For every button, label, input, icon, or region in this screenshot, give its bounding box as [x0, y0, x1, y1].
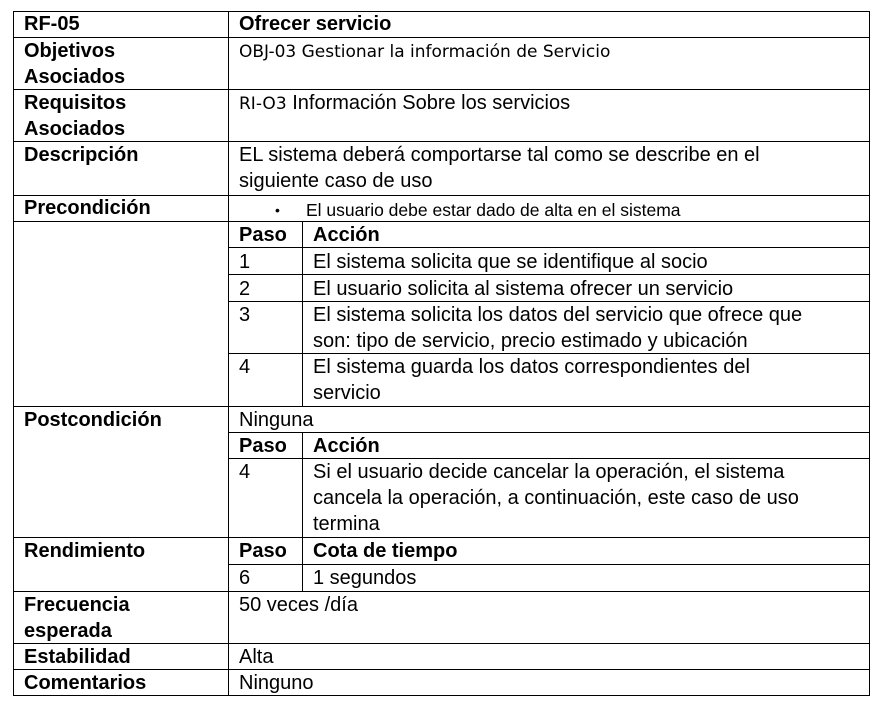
- border-top: [13, 11, 870, 12]
- step-action: El sistema solicita los datos del servicio que ofrece que: [313, 304, 803, 326]
- step-number: 4: [239, 356, 251, 378]
- requisitos-text: Información Sobre los servicios: [292, 92, 571, 114]
- subtable-col-divider: [302, 538, 303, 591]
- rendimiento-paso: 6: [239, 567, 251, 589]
- main-flow-header-accion: Acción: [313, 224, 380, 246]
- bullet-icon: •: [275, 202, 280, 218]
- exception-header-paso: Paso: [239, 435, 287, 457]
- step-action: El sistema guarda los datos correspondientes del: [313, 356, 750, 378]
- postcondicion-label: Postcondición: [24, 409, 162, 431]
- step-action: son: tipo de servicio, precio estimado y ubicación: [313, 330, 748, 352]
- rendimiento-header-paso: Paso: [239, 540, 287, 562]
- subtable-col-divider: [302, 222, 303, 406]
- requisitos-label: Requisitos: [24, 92, 127, 114]
- postcondicion-value: Ninguna: [239, 409, 314, 431]
- precondicion-item: El usuario debe estar dado de alta en el sistema: [306, 200, 681, 220]
- main-flow-header-paso: Paso: [239, 224, 287, 246]
- requirement-id: RF-05: [24, 13, 80, 35]
- step-action: El usuario solicita al sistema ofrecer un servicio: [313, 278, 734, 300]
- subtable-col-divider: [302, 433, 303, 537]
- rendimiento-header-cota: Cota de tiempo: [313, 540, 458, 562]
- step-number: 1: [239, 251, 251, 273]
- precondicion-label: Precondición: [24, 197, 151, 219]
- requirement-title: Ofrecer servicio: [239, 13, 392, 35]
- objetivos-value: OBJ-03 Gestionar la información de Servicio: [239, 42, 611, 62]
- descripcion-line: siguiente caso de uso: [239, 170, 433, 192]
- frecuencia-label: esperada: [24, 620, 112, 642]
- descripcion-label: Descripción: [24, 144, 139, 166]
- estabilidad-label: Estabilidad: [24, 646, 131, 668]
- estabilidad-value: Alta: [239, 646, 274, 668]
- exception-header-accion: Acción: [313, 435, 380, 457]
- exception-step-action: termina: [313, 513, 380, 535]
- comentarios-value: Ninguno: [239, 672, 314, 694]
- row-divider: [13, 643, 870, 644]
- step-number: 2: [239, 278, 251, 300]
- comentarios-label: Comentarios: [24, 672, 147, 694]
- requirement-table: [13, 11, 870, 696]
- step-action: servicio: [313, 382, 381, 404]
- frecuencia-label: Frecuencia: [24, 594, 130, 616]
- requisitos-value: [239, 90, 570, 117]
- row-divider: [13, 591, 870, 592]
- rendimiento-label: Rendimiento: [24, 540, 146, 562]
- frecuencia-value: 50 veces /día: [239, 594, 358, 616]
- rendimiento-cota: 1 segundos: [313, 567, 417, 589]
- descripcion-line: EL sistema deberá comportarse tal como se describe en el: [239, 144, 760, 166]
- exception-step-action: cancela la operación, a continuación, este caso de uso: [313, 487, 799, 509]
- step-action: El sistema solicita que se identifique al socio: [313, 251, 708, 273]
- border-left: [13, 11, 14, 696]
- exception-step-action: Si el usuario decide cancelar la operación, el sistema: [313, 461, 785, 483]
- exception-step-number: 4: [239, 461, 251, 483]
- step-number: 3: [239, 304, 251, 326]
- requisitos-code: RI-O3: [239, 94, 287, 114]
- row-divider: [13, 37, 870, 38]
- objetivos-label: Asociados: [24, 66, 126, 88]
- objetivos-label: Objetivos: [24, 40, 116, 62]
- requisitos-label: Asociados: [24, 118, 126, 140]
